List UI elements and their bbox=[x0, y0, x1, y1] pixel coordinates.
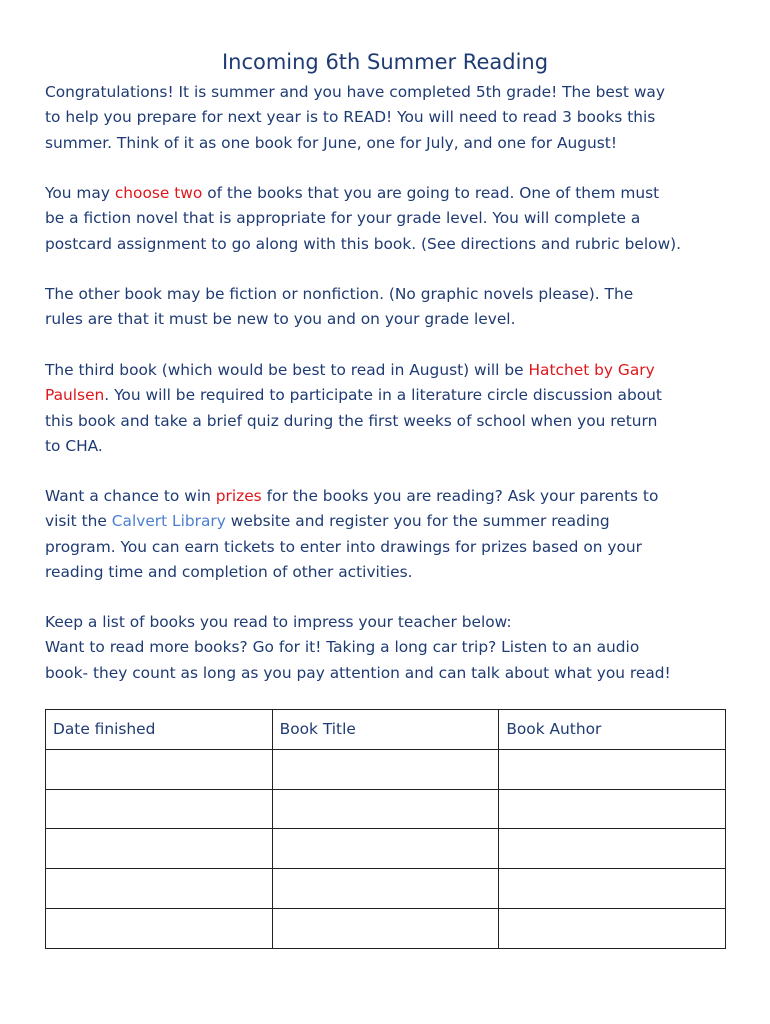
text-segment: Want a chance to win bbox=[45, 487, 216, 505]
table-row bbox=[46, 829, 726, 869]
text-line: The other book may be fiction or nonfiction. (No graphic novels please). The bbox=[45, 285, 634, 303]
text-line: be a fiction novel that is appropriate for your grade level. You will complete a bbox=[45, 209, 641, 228]
text-line: Congratulations! It is summer and you have completed 5th grade! The best way bbox=[45, 83, 665, 101]
table-cell[interactable] bbox=[272, 749, 499, 789]
text-line bbox=[45, 383, 735, 408]
table-cell[interactable] bbox=[499, 829, 726, 869]
text-segment: visit the bbox=[45, 512, 112, 531]
text-line: rules are that it must be new to you and on your grade level. bbox=[45, 310, 516, 329]
choose-two-highlight: choose two bbox=[114, 184, 203, 202]
author-highlight: Paulsen bbox=[45, 386, 105, 405]
table-row bbox=[46, 869, 726, 909]
page-title: Incoming 6th Summer Reading bbox=[221, 50, 549, 74]
text-segment: of the books that you are going to read. One of them must bbox=[202, 184, 660, 202]
text-line bbox=[45, 509, 735, 534]
table-row bbox=[46, 789, 726, 829]
text-line bbox=[45, 358, 735, 383]
table-cell[interactable] bbox=[272, 829, 499, 869]
hatchet-title-highlight: Hatchet by Gary bbox=[528, 361, 655, 379]
table-cell[interactable] bbox=[499, 749, 726, 789]
text-segment: for the books you are reading? Ask your parents to bbox=[261, 487, 659, 505]
text-line: summer. Think of it as one book for June, one for July, and one for August! bbox=[45, 133, 617, 152]
text-line: postcard assignment to go along with this book. (See directions and rubric below). bbox=[45, 234, 682, 253]
table-cell[interactable] bbox=[46, 869, 273, 909]
table-cell[interactable] bbox=[499, 869, 726, 909]
text-segment: The third book (which would be best to read in August) will be bbox=[45, 361, 529, 379]
table-cell[interactable] bbox=[46, 909, 273, 949]
text-line: Want to read more books? Go for it! Taking a long car trip? Listen to an audio bbox=[45, 638, 640, 657]
table-cell[interactable] bbox=[46, 749, 273, 789]
intro-paragraph bbox=[45, 80, 735, 156]
header-date-finished: Date finished bbox=[46, 710, 273, 750]
text-line: book- they count as long as you pay attention and can talk about what you read! bbox=[45, 663, 671, 682]
choose-two-paragraph bbox=[45, 181, 735, 257]
text-segment: website and register you for the summer reading bbox=[225, 512, 610, 531]
table-cell[interactable] bbox=[272, 869, 499, 909]
book-list-paragraph bbox=[45, 610, 735, 686]
prizes-paragraph bbox=[45, 484, 735, 585]
table-cell[interactable] bbox=[272, 789, 499, 829]
reading-log-table bbox=[45, 709, 726, 949]
text-line bbox=[45, 484, 735, 509]
text-segment: . You will be required to participate in a literature circle discussion about bbox=[104, 386, 662, 405]
other-book-paragraph bbox=[45, 282, 735, 333]
text-line bbox=[45, 181, 735, 206]
text-line: program. You can earn tickets to enter into drawings for prizes based on your bbox=[45, 537, 642, 556]
table-cell[interactable] bbox=[499, 909, 726, 949]
text-line: this book and take a brief quiz during the first weeks of school when you return bbox=[45, 411, 658, 430]
text-line: to CHA. bbox=[45, 436, 103, 455]
prizes-highlight: prizes bbox=[215, 487, 262, 505]
table-cell[interactable] bbox=[499, 789, 726, 829]
table-cell[interactable] bbox=[272, 909, 499, 949]
table-row bbox=[46, 909, 726, 949]
text-line: reading time and completion of other activities. bbox=[45, 562, 413, 581]
header-book-title: Book Title bbox=[272, 710, 499, 750]
text-line: Keep a list of books you read to impress your teacher below: bbox=[45, 613, 512, 631]
table-cell[interactable] bbox=[46, 789, 273, 829]
table-cell[interactable] bbox=[46, 829, 273, 869]
calvert-library-link[interactable]: Calvert Library bbox=[111, 512, 226, 531]
third-book-paragraph bbox=[45, 358, 735, 459]
text-line: to help you prepare for next year is to READ! You will need to read 3 books this bbox=[45, 108, 656, 127]
text-segment: You may bbox=[45, 184, 115, 202]
table-row bbox=[46, 749, 726, 789]
header-book-author: Book Author bbox=[499, 710, 726, 750]
table-header-row bbox=[46, 710, 726, 750]
